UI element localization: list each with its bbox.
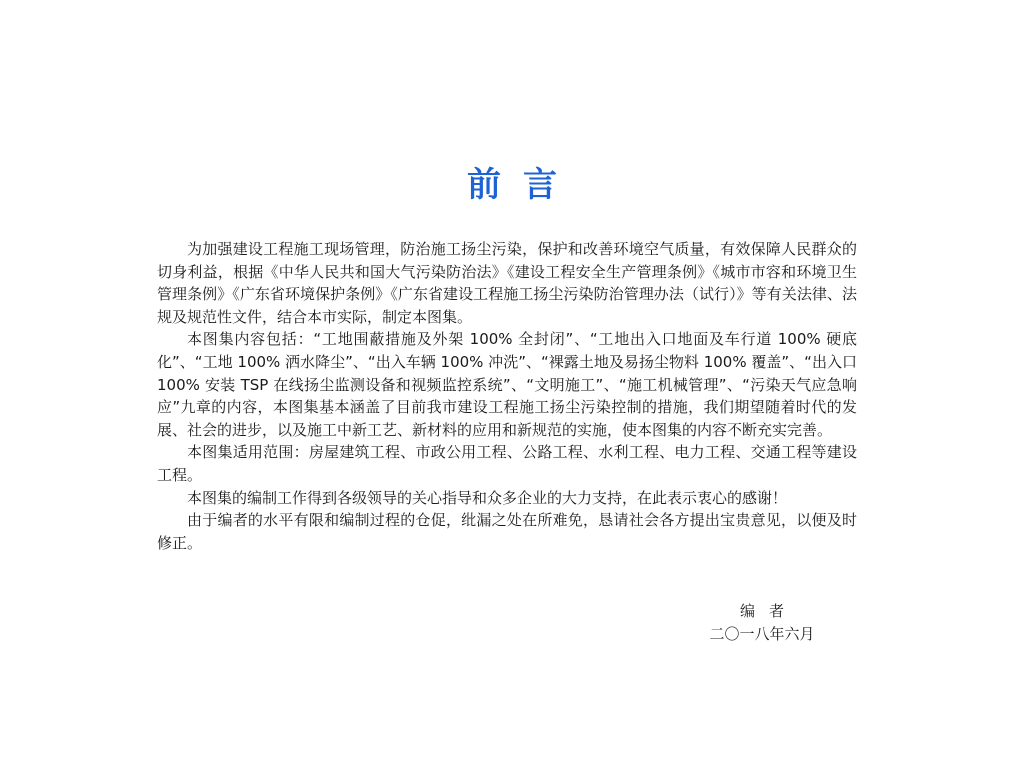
signature-date: 二〇一八年六月 [709,625,815,643]
signature-author: 编者 [739,602,798,620]
page-title: 前言 [467,165,579,205]
paragraph-contents: 本图集内容包括：“工地围蔽措施及外架 100% 全封闭”、“工地出入口地面及车行道 100% 硬底化”、“工地 100% 洒水降尘”、“出入车辆 100% 冲洗”、“裸露土地及易扬尘物料 100% 覆盖”、“出入口 100% 安装 TSP 在线扬尘监测设备和视频监控系统”、“文明施工”、“施工机械管理”、“污染天气应急响应”九章的内容，本图集基本涵盖了目前我市建设工程施工扬尘污染控制的措施，我们期望随着时代的发展、社会的进步，以及施工中新工艺、新材料的应用和新规范的实施，使本图集的内容不断充实完善。 [157,330,857,439]
signature-block [692,600,832,646]
paragraph-acknowledgement: 本图集的编制工作得到各级领导的关心指导和众多企业的大力支持，在此表示衷心的感谢！ [187,488,788,507]
paragraph-scope: 本图集适用范围：房屋建筑工程、市政公用工程、公路工程、水利工程、电力工程、交通工程等建设工程。 [157,443,857,484]
preface-body [157,238,857,554]
paragraph-feedback: 由于编者的水平有限和编制过程的仓促，纰漏之处在所难免，恳请社会各方提出宝贵意见，以便及时修正。 [157,511,857,552]
paragraph-purpose: 为加强建设工程施工现场管理，防治施工扬尘污染，保护和改善环境空气质量，有效保障人民群众的切身利益，根据《中华人民共和国大气污染防治法》《建设工程安全生产管理条例》《城市市容和环境卫生管理条例》《广东省环境保护条例》《广东省建设工程施工扬尘污染防治管理办法（试行）》等有关法律、法规及规范性文件，结合本市实际，制定本图集。 [157,240,857,326]
